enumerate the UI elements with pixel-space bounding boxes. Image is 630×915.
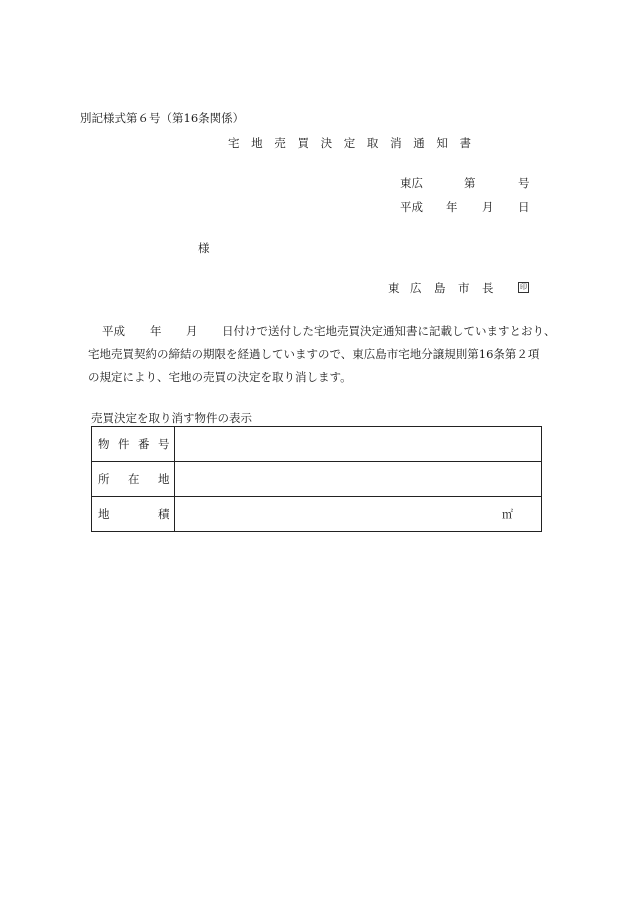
label-char: 地 bbox=[158, 472, 170, 486]
area-value[interactable] bbox=[175, 497, 542, 532]
label-char: 物 bbox=[98, 437, 110, 451]
label-char: 番 bbox=[138, 437, 150, 451]
body-era: 平成 bbox=[102, 324, 125, 338]
location-value[interactable] bbox=[175, 462, 542, 497]
body-line-2: 宅地売買契約の締結の期限を経過していますので、東広島市宅地分譲規則第16条第２項 bbox=[88, 347, 540, 361]
area-label bbox=[92, 497, 175, 532]
body-line-1 bbox=[88, 320, 568, 343]
label-char: 在 bbox=[128, 472, 140, 486]
label-char: 号 bbox=[158, 437, 170, 451]
sender-char: 島 bbox=[434, 281, 446, 295]
date-year: 年 bbox=[446, 200, 458, 214]
notice-body bbox=[88, 320, 568, 389]
reference-go: 号 bbox=[518, 176, 530, 190]
table-row bbox=[92, 427, 542, 462]
date-month: 月 bbox=[482, 200, 494, 214]
label-char: 積 bbox=[158, 507, 170, 521]
body-rest: 日付けで送付した宅地売買決定通知書に記載していますとおり、 bbox=[222, 324, 556, 338]
table-caption: 売買決定を取り消す物件の表示 bbox=[91, 411, 252, 425]
label-char: 件 bbox=[118, 437, 130, 451]
addressee: 様 bbox=[198, 241, 210, 255]
location-label bbox=[92, 462, 175, 497]
date-day: 日 bbox=[518, 200, 530, 214]
label-char: 所 bbox=[98, 472, 110, 486]
table-row bbox=[92, 462, 542, 497]
sender-char: 広 bbox=[410, 281, 422, 295]
reference-prefix: 東広 bbox=[400, 176, 423, 190]
body-line-3: の規定により、宅地の売買の決定を取り消します。 bbox=[88, 370, 352, 384]
body-month: 月 bbox=[186, 324, 198, 338]
sender-char: 長 bbox=[482, 281, 494, 295]
table-row bbox=[92, 497, 542, 532]
label-char: 地 bbox=[98, 507, 110, 521]
square-meter-unit: ㎡ bbox=[502, 508, 513, 521]
seal-icon: 印 bbox=[520, 283, 527, 291]
reference-dai: 第 bbox=[464, 176, 476, 190]
sender-char: 市 bbox=[458, 281, 470, 295]
date-era: 平成 bbox=[400, 200, 423, 214]
sender-char: 東 bbox=[388, 281, 400, 295]
property-number-value[interactable] bbox=[175, 427, 542, 462]
property-number-label bbox=[92, 427, 175, 462]
body-year: 年 bbox=[150, 324, 162, 338]
document-title: 宅 地 売 買 決 定 取 消 通 知 書 bbox=[228, 136, 476, 150]
form-number: 別記様式第６号（第16条関係） bbox=[80, 111, 245, 125]
property-table bbox=[91, 426, 542, 532]
